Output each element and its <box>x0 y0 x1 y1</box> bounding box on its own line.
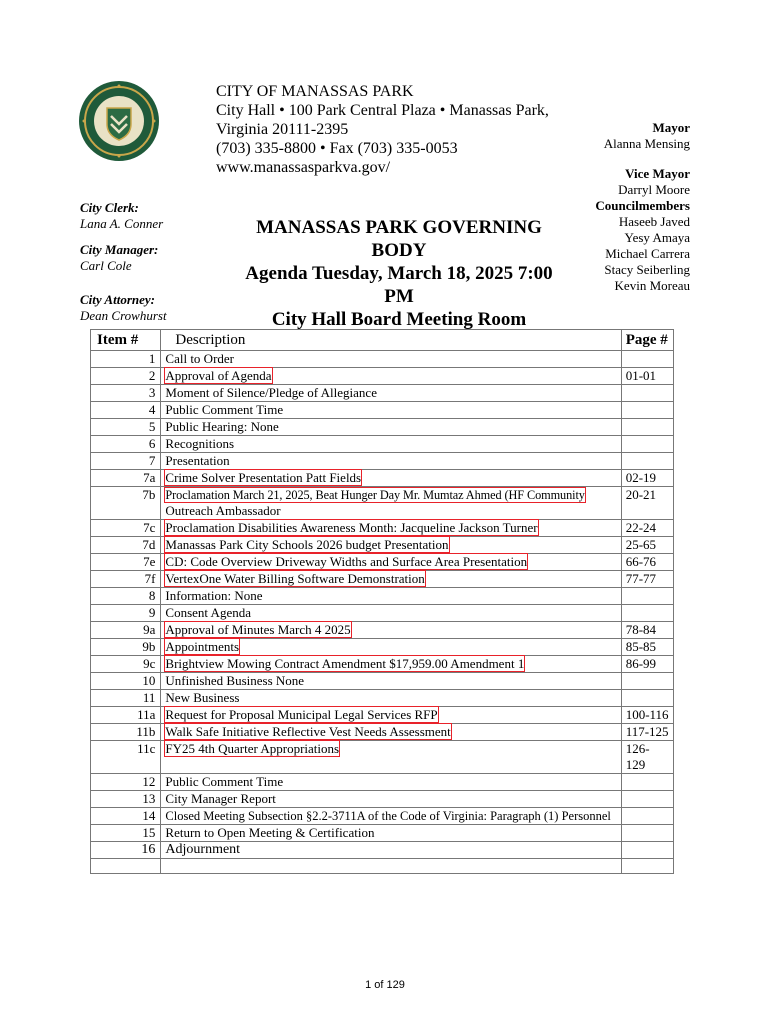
item-page <box>621 808 673 825</box>
item-description <box>161 419 621 436</box>
table-row <box>91 605 674 622</box>
item-page: 25-65 <box>621 537 673 554</box>
item-page <box>621 690 673 707</box>
item-link[interactable]: Walk Safe Initiative Reflective Vest Needs Assessment <box>165 724 451 739</box>
table-row <box>91 639 674 656</box>
table-row <box>91 487 674 520</box>
item-number: 7a <box>91 470 161 487</box>
item-page: 77-77 <box>621 571 673 588</box>
item-page <box>621 791 673 808</box>
clerk-name: Lana A. Conner <box>80 216 164 231</box>
table-row <box>91 707 674 724</box>
city-seal-logo <box>78 80 160 162</box>
item-link[interactable]: Proclamation Disabilities Awareness Month: Jacqueline Jackson Turner <box>165 520 538 535</box>
item-text: Adjournment <box>165 842 241 857</box>
item-description <box>161 639 621 656</box>
item-number: 12 <box>91 774 161 791</box>
attorney-label: City Attorney: <box>80 292 155 307</box>
item-description <box>161 791 621 808</box>
item-page: 22-24 <box>621 520 673 537</box>
table-row <box>91 622 674 639</box>
item-text: Unfinished Business None <box>165 673 305 688</box>
attorney-name: Dean Crowhurst <box>80 308 167 323</box>
item-number: 11c <box>91 741 161 774</box>
item-link[interactable]: CD: Code Overview Driveway Widths and Surface Area Presentation <box>165 554 528 569</box>
councilmember-name: Haseeb Javed <box>618 214 690 229</box>
item-page <box>621 825 673 842</box>
table-row <box>91 402 674 419</box>
org-name: CITY OF MANASSAS PARK <box>216 83 414 100</box>
item-text: Presentation <box>165 453 230 468</box>
item-page: 86-99 <box>621 656 673 673</box>
agenda-table <box>90 329 674 874</box>
item-number: 1 <box>91 351 161 368</box>
item-description <box>161 368 621 385</box>
table-row <box>91 419 674 436</box>
item-text: New Business <box>165 690 240 705</box>
item-description <box>161 351 621 368</box>
item-number: 7d <box>91 537 161 554</box>
item-description <box>161 588 621 605</box>
item-page <box>621 842 673 859</box>
item-page: 66-76 <box>621 554 673 571</box>
item-text: Public Hearing: None <box>165 419 279 434</box>
item-description <box>161 537 621 554</box>
item-description <box>161 554 621 571</box>
item-number: 7f <box>91 571 161 588</box>
item-number: 7c <box>91 520 161 537</box>
meeting-location: City Hall Board Meeting Room <box>271 309 527 330</box>
item-description <box>161 774 621 791</box>
item-description <box>161 825 621 842</box>
item-description <box>161 622 621 639</box>
item-description <box>161 436 621 453</box>
item-number: 13 <box>91 791 161 808</box>
table-row <box>91 842 674 859</box>
item-description <box>161 690 621 707</box>
item-page <box>621 351 673 368</box>
table-row <box>91 656 674 673</box>
item-number: 5 <box>91 419 161 436</box>
table-row <box>91 673 674 690</box>
item-number: 3 <box>91 385 161 402</box>
governing-body-title: MANASSAS PARK GOVERNING BODY <box>256 217 542 261</box>
item-number: 9 <box>91 605 161 622</box>
item-text: Closed Meeting Subsection §2.2-3711A of the Code of Virginia: Paragraph (1) Personnel <box>165 809 611 823</box>
item-page <box>621 673 673 690</box>
item-description <box>161 707 621 724</box>
item-page: 02-19 <box>621 470 673 487</box>
manager-name: Carl Cole <box>80 258 132 273</box>
table-row <box>91 690 674 707</box>
item-page <box>621 385 673 402</box>
clerk-label: City Clerk: <box>80 200 139 215</box>
item-link[interactable]: FY25 4th Quarter Appropriations <box>165 741 340 756</box>
item-number: 9b <box>91 639 161 656</box>
item-description <box>161 656 621 673</box>
item-number: 11a <box>91 707 161 724</box>
item-text: Public Comment Time <box>165 402 284 417</box>
item-page <box>621 453 673 470</box>
item-text: Return to Open Meeting & Certification <box>165 825 375 840</box>
item-description <box>161 741 621 774</box>
table-row <box>91 520 674 537</box>
item-page: 78-84 <box>621 622 673 639</box>
vice-mayor-label: Vice Mayor <box>625 166 690 181</box>
item-description <box>161 673 621 690</box>
item-number: 7 <box>91 453 161 470</box>
manager-label: City Manager: <box>80 242 159 257</box>
table-row <box>91 741 674 774</box>
website-link[interactable]: www.manassasparkva.gov/ <box>216 159 391 176</box>
item-number: 7b <box>91 487 161 520</box>
item-page: 20-21 <box>621 487 673 520</box>
item-number: 11 <box>91 690 161 707</box>
table-row <box>91 808 674 825</box>
table-header-row <box>91 330 674 351</box>
table-row <box>91 453 674 470</box>
item-link[interactable]: Brightview Mowing Contract Amendment $17,959.00 Amendment 1 <box>165 656 525 671</box>
item-description <box>161 724 621 741</box>
item-link[interactable]: VertexOne Water Billing Software Demonstration <box>165 571 425 586</box>
table-row <box>91 554 674 571</box>
item-description <box>161 402 621 419</box>
mayor-name: Alanna Mensing <box>603 136 690 151</box>
item-page: 100-116 <box>621 707 673 724</box>
item-link[interactable]: Appointments <box>165 639 240 654</box>
item-page: 117-125 <box>621 724 673 741</box>
item-text: Call to Order <box>165 351 234 366</box>
item-page <box>621 774 673 791</box>
item-link[interactable]: Approval of Agenda <box>165 368 272 383</box>
vice-mayor-name: Darryl Moore <box>618 182 690 197</box>
page-footer: 1 of 129 <box>365 979 405 991</box>
item-number: 15 <box>91 825 161 842</box>
address-line-2: Virginia 20111-2395 <box>216 121 349 138</box>
item-text-continued: Outreach Ambassador <box>165 503 281 518</box>
item-description <box>161 385 621 402</box>
mayor-label: Mayor <box>652 120 690 135</box>
item-page <box>621 402 673 419</box>
table-row <box>91 791 674 808</box>
table-row <box>91 385 674 402</box>
item-description <box>161 605 621 622</box>
item-number: 11b <box>91 724 161 741</box>
item-number: 9c <box>91 656 161 673</box>
item-link[interactable]: Crime Solver Presentation Patt Fields <box>165 470 362 485</box>
table-row <box>91 436 674 453</box>
item-number: 6 <box>91 436 161 453</box>
item-text: Moment of Silence/Pledge of Allegiance <box>165 385 377 400</box>
item-number: 4 <box>91 402 161 419</box>
item-description <box>161 470 621 487</box>
table-row <box>91 368 674 385</box>
col-page-header: Page # <box>621 330 673 351</box>
item-description <box>161 808 621 825</box>
councilmember-name: Yesy Amaya <box>624 230 690 245</box>
item-number: 16 <box>91 842 161 859</box>
table-row <box>91 537 674 554</box>
phone-fax: (703) 335-8800 • Fax (703) 335-0053 <box>216 140 458 157</box>
table-row <box>91 351 674 368</box>
meeting-title-block <box>234 216 564 331</box>
table-row-empty <box>91 859 674 874</box>
table-row <box>91 724 674 741</box>
item-number: 9a <box>91 622 161 639</box>
item-text: City Manager Report <box>165 791 276 806</box>
item-description <box>161 453 621 470</box>
agenda-date-line: Agenda Tuesday, March 18, 2025 7:00 PM <box>245 263 553 307</box>
item-number: 2 <box>91 368 161 385</box>
item-page: 126-129 <box>621 741 673 774</box>
item-text: Recognitions <box>165 436 235 451</box>
item-number: 14 <box>91 808 161 825</box>
table-row <box>91 825 674 842</box>
councilmember-name: Kevin Moreau <box>614 278 690 293</box>
table-row <box>91 571 674 588</box>
item-description <box>161 487 621 520</box>
item-number: 7e <box>91 554 161 571</box>
table-row <box>91 588 674 605</box>
council-listing <box>595 120 690 294</box>
table-row <box>91 774 674 791</box>
item-page <box>621 419 673 436</box>
item-page: 01-01 <box>621 368 673 385</box>
councilmembers-label: Councilmembers <box>595 198 690 213</box>
item-description <box>161 842 621 859</box>
item-link[interactable]: Approval of Minutes March 4 2025 <box>165 622 351 637</box>
item-number: 8 <box>91 588 161 605</box>
item-link[interactable]: Proclamation March 21, 2025, Beat Hunger Day Mr. Mumtaz Ahmed (HF Community <box>165 488 585 502</box>
item-description <box>161 520 621 537</box>
address-line-1: City Hall • 100 Park Central Plaza • Manassas Park, <box>216 102 549 119</box>
col-description-header: Description <box>161 330 621 351</box>
item-link[interactable]: Manassas Park City Schools 2026 budget Presentation <box>165 537 449 552</box>
item-text: Public Comment Time <box>165 774 284 789</box>
councilmember-name: Stacy Seiberling <box>604 262 690 277</box>
item-page: 85-85 <box>621 639 673 656</box>
councilmember-name: Michael Carrera <box>605 246 690 261</box>
staff-listing <box>80 200 167 324</box>
item-page <box>621 436 673 453</box>
item-number: 10 <box>91 673 161 690</box>
item-page <box>621 605 673 622</box>
item-text: Information: None <box>165 588 263 603</box>
item-link[interactable]: Request for Proposal Municipal Legal Services RFP <box>165 707 438 722</box>
item-text: Consent Agenda <box>165 605 251 620</box>
city-header <box>216 82 549 177</box>
col-item-header: Item # <box>91 330 161 351</box>
item-description <box>161 571 621 588</box>
item-page <box>621 588 673 605</box>
table-row <box>91 470 674 487</box>
